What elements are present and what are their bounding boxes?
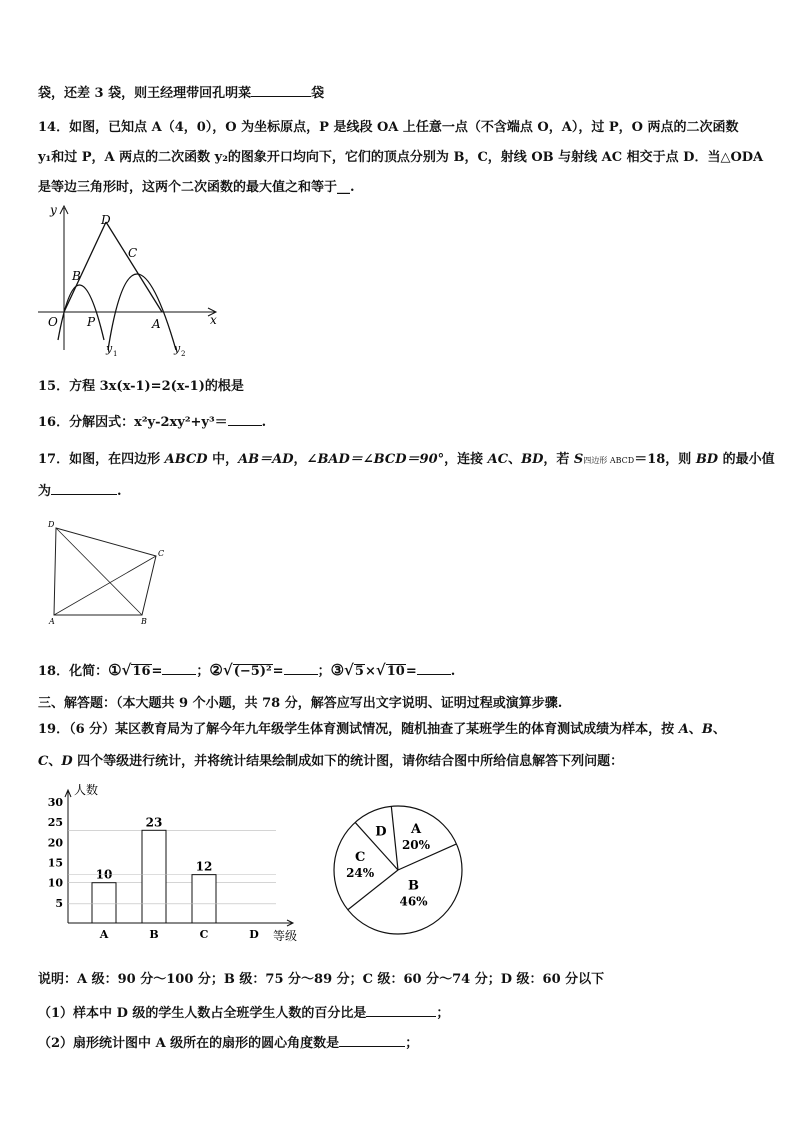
label-d: D (48, 520, 55, 529)
bar (192, 875, 216, 923)
label-y2: y (174, 342, 181, 355)
q13-tail: 袋，还差 3 袋，则王经理带回孔明菜 袋 (38, 82, 324, 101)
q19-sub2: （2）扇形统计图中 A 级所在的扇形的圆心角度数是 ； (38, 1032, 418, 1051)
section3-title: 三、解答题：（本大题共 9 个小题，共 78 分，解答应写出文字说明、证明过程或演算步骤. (38, 696, 563, 711)
pie-slice-percent: 24% (346, 865, 375, 880)
label-a: A (152, 317, 161, 331)
data-label: 23 (145, 815, 163, 830)
answer-blank[interactable] (417, 661, 451, 675)
q19-sub1: （1）样本中 D 级的学生人数占全班学生人数的百分比是 ； (38, 1002, 449, 1021)
label-d: D (101, 213, 111, 227)
pie-slice-label: C (354, 849, 366, 865)
q16: 16．分解因式：x²y-2xy²+y³＝ . (38, 411, 266, 430)
label-a: A (49, 617, 55, 626)
y-tick-label: 20 (47, 836, 63, 850)
x-axis-label: 等级 (273, 929, 298, 943)
answer-blank[interactable] (366, 1003, 436, 1017)
ray-ob (64, 222, 106, 312)
x-tick-label: B (149, 928, 159, 941)
pie-slice-label: A (410, 821, 422, 837)
label-b: B (72, 269, 81, 283)
ray-ac (106, 222, 162, 312)
q17-figure (44, 518, 174, 628)
y-tick-label: 15 (47, 856, 63, 870)
q19-line2: C、D 四个等级进行统计，并将统计结果绘制成如下的统计图，请你结合图中所给信息解答下列问题： (38, 754, 624, 769)
pie-slice-label: B (408, 878, 420, 894)
q14-line1: 14．如图，已知点 A（4，0），O 为坐标原点，P 是线段 OA 上任意一点（不含端点 O，A），过 P，O 两点的二次函数 (38, 120, 739, 135)
label-y2-sub: 2 (181, 350, 186, 358)
pie-chart (326, 800, 476, 940)
pie-slice-percent: 46% (399, 894, 428, 909)
label-c: C (128, 246, 138, 260)
data-label: 10 (95, 867, 113, 882)
label-p: P (87, 315, 96, 329)
bar-chart (38, 778, 308, 948)
bar (92, 883, 116, 923)
pie-slice-label: D (375, 824, 387, 840)
answer-blank[interactable] (162, 661, 196, 675)
x-tick-label: A (99, 928, 109, 941)
y-tick-label: 30 (47, 796, 63, 810)
x-tick-label: D (249, 928, 259, 941)
answer-blank[interactable] (228, 412, 262, 426)
q18: 18．化简：①√16= ；②√(−5)²= ；③√5×√10= . (38, 661, 456, 679)
label-o: O (48, 315, 58, 329)
label-y: y (50, 203, 57, 217)
y-tick-label: 10 (47, 876, 63, 890)
pie-slice-percent: 20% (401, 837, 431, 852)
q17-line1: 17．如图，在四边形 ABCD 中，AB＝AD，∠BAD＝∠BCD＝90°，连接 AC、BD，若 S四边形 ABCD＝18，则 BD 的最小值 (38, 452, 775, 467)
y-tick-label: 5 (55, 896, 63, 910)
label-b: B (141, 617, 147, 626)
answer-blank[interactable] (51, 481, 117, 495)
label-y1: y (106, 342, 113, 355)
label-y1-sub: 1 (113, 350, 118, 358)
q17-line2: 为 . (38, 480, 122, 499)
data-label: 12 (195, 859, 213, 874)
x-tick-label: C (199, 928, 209, 941)
label-x: x (210, 313, 217, 327)
answer-blank[interactable] (251, 83, 311, 97)
q15-text: 15．方程 3x(x-1)=2(x-1)的根是 (38, 379, 244, 394)
q14-line2: y₁和过 P，A 两点的二次函数 y₂的图象开口均向下，它们的顶点分别为 B，C，射线 OB 与射线 AC 相交于点 D．当△ODA (38, 150, 764, 165)
q14-line3: 是等边三角形时，这两个二次函数的最大值之和等于__. (38, 180, 355, 195)
q19-line1: 19．（6 分）某区教育局为了解今年九年级学生体育测试情况，随机抽查了某班学生的体育测试成绩为样本，按 A、B、 (38, 722, 726, 737)
y-tick-label: 25 (47, 816, 63, 830)
answer-blank[interactable] (284, 661, 318, 675)
diagonal-ac (54, 556, 156, 615)
label-c: C (158, 549, 165, 558)
y-axis-label: 人数 (74, 783, 99, 797)
answer-blank[interactable] (339, 1033, 405, 1047)
q19-explain: 说明：A 级：90 分～100 分；B 级：75 分～89 分；C 级：60 分～74 分；D 级：60 分以下 (38, 972, 605, 987)
bar (142, 830, 166, 923)
q14-figure (38, 200, 228, 365)
